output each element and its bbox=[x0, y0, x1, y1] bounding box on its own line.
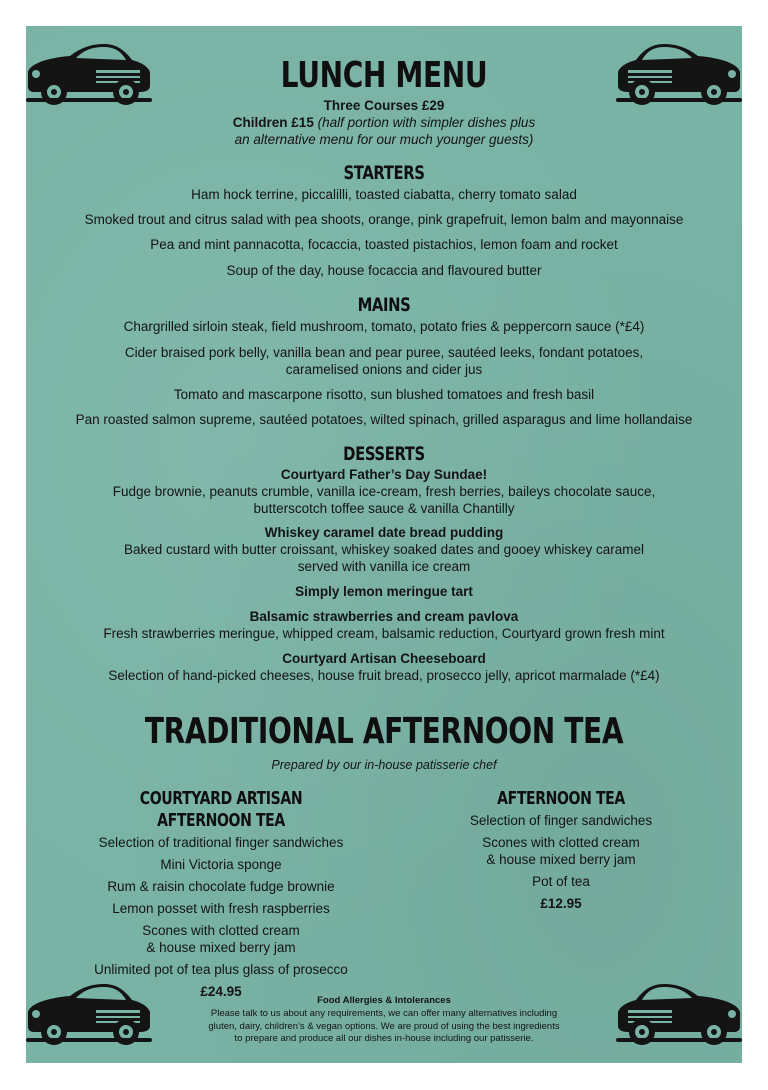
starter-item: Pea and mint pannacotta, focaccia, toasted pistachios, lemon foam and rocket bbox=[150, 237, 618, 252]
classic-tea-title: AFTERNOON TEA bbox=[497, 788, 625, 809]
allergy-title: Food Allergies & Intolerances bbox=[317, 995, 451, 1006]
artisan-tea-title: COURTYARD ARTISAN AFTERNOON TEA bbox=[139, 788, 303, 831]
dessert-description: butterscotch toffee sauce & vanilla Chantilly bbox=[253, 501, 515, 516]
children-price: Children £15 bbox=[232, 115, 314, 130]
main-item: Tomato and mascarpone risotto, sun blushed tomatoes and fresh basil bbox=[173, 387, 595, 402]
main-item: Pan roasted salmon supreme, sautéed potatoes, wilted spinach, grilled asparagus and lime hollandaise bbox=[75, 412, 693, 427]
main-item: Chargrilled sirloin steak, field mushroom, tomato, potato fries & peppercorn sauce (*£4) bbox=[123, 319, 645, 334]
classic-tea-column bbox=[426, 788, 696, 912]
artisan-tea-item: Rum & raisin chocolate fudge brownie bbox=[107, 879, 335, 894]
classic-tea-item: Pot of tea bbox=[532, 874, 590, 889]
desserts-title: DESSERTS bbox=[343, 443, 425, 465]
classic-tea-item: Scones with clotted cream bbox=[482, 835, 640, 850]
artisan-tea-item: Lemon posset with fresh raspberries bbox=[112, 901, 330, 916]
allergy-text: gluten, dairy, children’s & vegan options. We are proud of using the best ingredients bbox=[208, 1020, 560, 1032]
dessert-name: Whiskey caramel date bread pudding bbox=[264, 525, 504, 540]
artisan-tea-item: Mini Victoria sponge bbox=[160, 857, 282, 872]
artisan-tea-item: Unlimited pot of tea plus glass of prosecco bbox=[94, 962, 348, 977]
menu-sheet bbox=[26, 26, 742, 1063]
afternoon-tea-title: TRADITIONAL AFTERNOON TEA bbox=[144, 711, 624, 752]
dessert-description: Selection of hand-picked cheeses, house fruit bread, prosecco jelly, apricot marmalade (*£4) bbox=[108, 668, 660, 683]
afternoon-tea-subtitle: Prepared by our in-house patisserie chef bbox=[271, 758, 497, 772]
dessert-name: Simply lemon meringue tart bbox=[295, 584, 473, 599]
mains-title: MAINS bbox=[357, 294, 411, 316]
starters-title: STARTERS bbox=[343, 162, 425, 184]
dessert-name: Courtyard Father’s Day Sundae! bbox=[280, 467, 488, 482]
dessert-description: Fudge brownie, peanuts crumble, vanilla ice-cream, fresh berries, baileys chocolate sauce, bbox=[112, 484, 656, 499]
lunch-menu-title: LUNCH MENU bbox=[280, 55, 488, 96]
main-item: Cider braised pork belly, vanilla bean and pear puree, sautéed leeks, fondant potatoes, bbox=[124, 345, 644, 360]
starter-item: Soup of the day, house focaccia and flavoured butter bbox=[226, 263, 542, 278]
classic-tea-item: Selection of finger sandwiches bbox=[469, 813, 653, 828]
allergy-text: Please talk to us about any requirements, we can offer many alternatives including bbox=[210, 1008, 558, 1019]
starter-item: Smoked trout and citrus salad with pea shoots, orange, pink grapefruit, lemon balm and mayonnaise bbox=[84, 212, 684, 227]
lunch-price: Three Courses £29 bbox=[323, 98, 445, 113]
artisan-tea-price: £24.95 bbox=[200, 984, 242, 999]
children-note: (half portion with simpler dishes plus bbox=[317, 115, 536, 130]
dessert-description: Baked custard with butter croissant, whiskey soaked dates and gooey whiskey caramel bbox=[123, 542, 644, 557]
classic-tea-price: £12.95 bbox=[540, 896, 582, 911]
artisan-tea-item: & house mixed berry jam bbox=[146, 940, 296, 955]
dessert-description: Fresh strawberries meringue, whipped cream, balsamic reduction, Courtyard grown fresh mint bbox=[103, 626, 665, 641]
artisan-tea-column bbox=[66, 788, 376, 1000]
classic-tea-item: & house mixed berry jam bbox=[486, 852, 636, 867]
allergy-text: to prepare and produce all our dishes in-house including our patisserie. bbox=[234, 1033, 534, 1044]
dessert-name: Balsamic strawberries and cream pavlova bbox=[249, 609, 519, 624]
children-note-2: an alternative menu for our much younger guests) bbox=[234, 132, 534, 147]
starter-item: Ham hock terrine, piccalilli, toasted ciabatta, cherry tomato salad bbox=[191, 187, 577, 202]
children-price-line bbox=[26, 114, 742, 131]
main-item: caramelised onions and cider jus bbox=[285, 362, 483, 377]
dessert-description: served with vanilla ice cream bbox=[297, 559, 471, 574]
artisan-tea-item: Scones with clotted cream bbox=[142, 923, 300, 938]
dessert-name: Courtyard Artisan Cheeseboard bbox=[282, 651, 486, 666]
artisan-tea-item: Selection of traditional finger sandwiches bbox=[98, 835, 344, 850]
